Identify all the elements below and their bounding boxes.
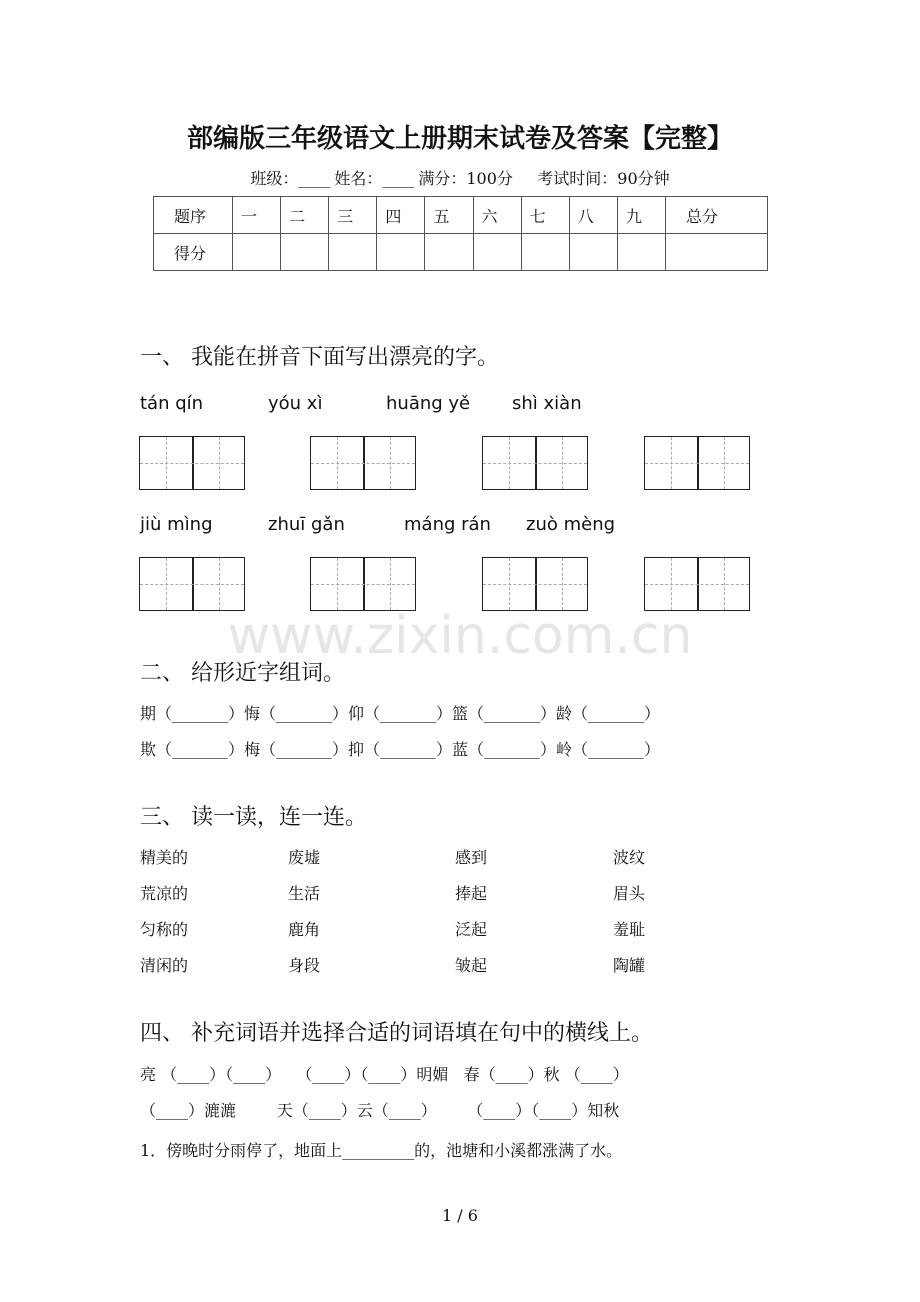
score-table-cell: 六 <box>473 197 521 234</box>
score-input-cell[interactable] <box>377 234 425 271</box>
match-word[interactable]: 眉头 <box>613 884 646 903</box>
match-word[interactable]: 废墟 <box>288 848 321 867</box>
writing-grid[interactable] <box>482 557 588 611</box>
writing-grid[interactable] <box>139 557 245 611</box>
match-word[interactable]: 身段 <box>288 956 321 975</box>
fill-line[interactable]: 期（_______）悔（_______）仰（_______）篮（_______）龄（_______） <box>140 704 661 723</box>
writing-grid[interactable] <box>644 436 750 490</box>
score-table-cell: 五 <box>425 197 473 234</box>
page-number: 1 / 6 <box>442 1206 478 1225</box>
score-table-cell: 三 <box>329 197 377 234</box>
pinyin: jiù mìng <box>140 514 213 535</box>
exam-info <box>0 166 920 189</box>
score-table <box>153 196 768 271</box>
score-table-cell: 七 <box>521 197 569 234</box>
score-table-cell: 题序 <box>154 197 233 234</box>
page-title: 部编版三年级语文上册期末试卷及答案【完整】 <box>186 124 733 154</box>
match-word[interactable]: 鹿角 <box>288 920 321 939</box>
score-table-cell: 八 <box>569 197 617 234</box>
score-input-cell[interactable] <box>473 234 521 271</box>
score-table-cell: 一 <box>233 197 281 234</box>
match-word[interactable]: 清闲的 <box>140 956 189 975</box>
class-field: 班级：____ <box>250 169 331 188</box>
writing-grid[interactable] <box>644 557 750 611</box>
score-table-score-row <box>154 234 768 271</box>
section-3-heading: 三、 读一读，连一连。 <box>140 805 367 830</box>
section-2-heading: 二、 给形近字组词。 <box>140 661 345 686</box>
score-table-cell: 得分 <box>154 234 233 271</box>
pinyin: shì xiàn <box>512 393 582 414</box>
pinyin: huāng yě <box>386 393 471 414</box>
match-word[interactable]: 波纹 <box>613 848 646 867</box>
score-input-cell[interactable] <box>233 234 281 271</box>
score-input-cell[interactable] <box>521 234 569 271</box>
match-word[interactable]: 泛起 <box>455 920 488 939</box>
question-1[interactable]: 1．傍晚时分雨停了，地面上_________的，池塘和小溪都涨满了水。 <box>140 1141 623 1160</box>
fill-line[interactable]: 亮 （____）（____） （____）（____）明媚 春（____）秋 （____） <box>140 1065 629 1084</box>
pinyin: zhuī gǎn <box>268 514 345 535</box>
score-input-cell[interactable] <box>617 234 665 271</box>
exam-time: 考试时间：90分钟 <box>537 169 670 188</box>
fill-line[interactable]: （____）漉漉 天（____）云（____） （____）（____）知秋 <box>140 1101 620 1120</box>
fill-line[interactable]: 欺（_______）梅（_______）抑（_______）蓝（_______）岭（_______） <box>140 740 661 759</box>
writing-grid[interactable] <box>310 436 416 490</box>
writing-grid[interactable] <box>482 436 588 490</box>
score-input-cell[interactable] <box>281 234 329 271</box>
score-table-header-row <box>154 197 768 234</box>
full-score: 满分：100分 <box>418 169 513 188</box>
writing-grid[interactable] <box>310 557 416 611</box>
score-input-cell[interactable] <box>569 234 617 271</box>
score-table-cell: 总分 <box>665 197 767 234</box>
score-input-cell[interactable] <box>665 234 767 271</box>
pinyin: yóu xì <box>268 393 323 414</box>
match-word[interactable]: 羞耻 <box>613 920 646 939</box>
writing-grid[interactable] <box>139 436 245 490</box>
score-input-cell[interactable] <box>329 234 377 271</box>
score-table-cell: 四 <box>377 197 425 234</box>
match-word[interactable]: 生活 <box>288 884 321 903</box>
match-word[interactable]: 匀称的 <box>140 920 189 939</box>
match-word[interactable]: 感到 <box>455 848 488 867</box>
section-1-heading: 一、 我能在拼音下面写出漂亮的字。 <box>140 345 499 370</box>
match-word[interactable]: 精美的 <box>140 848 189 867</box>
watermark: www.zixin.com.cn <box>227 606 693 666</box>
match-word[interactable]: 陶罐 <box>613 956 646 975</box>
match-word[interactable]: 捧起 <box>455 884 488 903</box>
match-word[interactable]: 荒凉的 <box>140 884 189 903</box>
match-word[interactable]: 皱起 <box>455 956 488 975</box>
name-field: 姓名：____ <box>334 169 415 188</box>
score-table-cell: 二 <box>281 197 329 234</box>
pinyin: máng rán <box>404 514 491 535</box>
pinyin: tán qín <box>140 393 204 414</box>
section-4-heading: 四、 补充词语并选择合适的词语填在句中的横线上。 <box>140 1021 653 1046</box>
score-table-cell: 九 <box>617 197 665 234</box>
score-input-cell[interactable] <box>425 234 473 271</box>
pinyin: zuò mèng <box>526 514 616 535</box>
